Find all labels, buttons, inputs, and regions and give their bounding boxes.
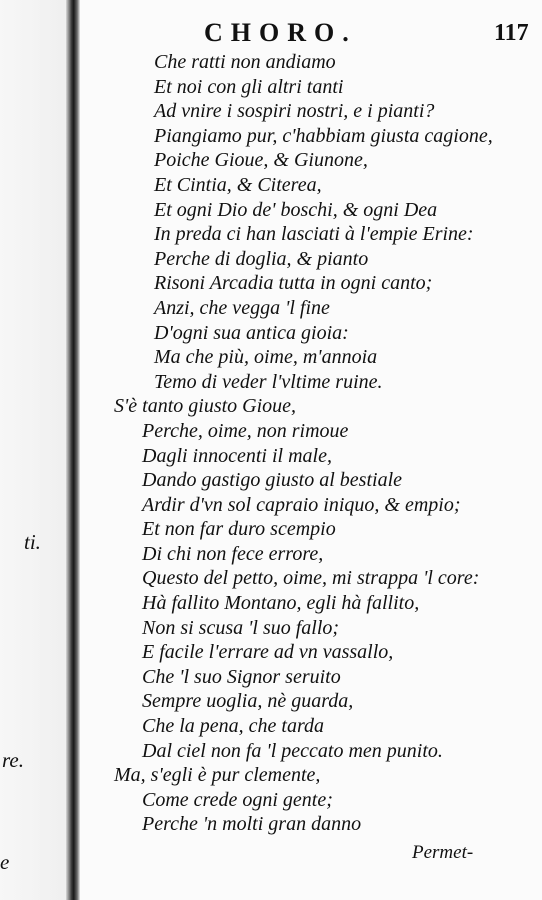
verse-line: Perche di doglia, & pianto: [154, 247, 369, 270]
left-fragment-1: ti.: [24, 530, 41, 554]
verse-line: Ma, s'egli è pur clemente,: [114, 764, 321, 787]
verse-line: Et noi con gli altri tanti: [154, 75, 344, 98]
verse-line: Dal ciel non fa 'l peccato men punito.: [142, 739, 443, 762]
verse-line: Et ogni Dio de' boschi, & ogni Dea: [154, 198, 438, 221]
verse-line: Che la pena, che tarda: [142, 715, 325, 738]
verse-line: D'ogni sua antica gioia:: [154, 321, 349, 344]
verse-line: Ardir d'vn sol capraio iniquo, & empio;: [142, 493, 461, 516]
catchword: Permet-: [412, 842, 474, 863]
running-head: CHORO.: [204, 18, 357, 47]
verse-line: Dagli innocenti il male,: [142, 444, 332, 467]
left-fragment-3: e: [0, 850, 10, 874]
verse-line: S'è tanto giusto Gioue,: [114, 395, 297, 418]
verse-line: Poiche Gioue, & Giunone,: [154, 149, 368, 172]
verse-line: In preda ci han lasciati à l'empie Erine:: [154, 223, 474, 246]
verse-line: Che ratti non andiamo: [154, 51, 336, 73]
verse-line: Come crede ogni gente;: [142, 788, 333, 811]
verse-line: Dando gastigo giusto al bestiale: [142, 469, 402, 492]
verse-line: Hà fallito Montano, egli hà fallito,: [142, 592, 420, 615]
verse-line: Risoni Arcadia tutta in ogni canto;: [154, 272, 433, 295]
facing-page-fragment: [0, 0, 72, 900]
page-number: 117: [494, 20, 529, 46]
verse-line: Ad vnire i sospiri nostri, e i pianti?: [154, 100, 435, 123]
verse-line: Sempre uoglia, nè guarda,: [142, 690, 354, 713]
verse-line: Temo di veder l'vltime ruine.: [154, 370, 383, 393]
verse-line: Non si scusa 'l suo fallo;: [142, 616, 340, 639]
page-header: [204, 18, 534, 50]
verse-line: Et non far duro scempio: [142, 518, 336, 541]
verse-line: Che 'l suo Signor seruito: [142, 665, 341, 688]
verse-line: Di chi non fece errore,: [142, 542, 324, 565]
verse-block: [80, 50, 542, 837]
verse-line: Questo del petto, oime, mi strappa 'l core:: [142, 567, 480, 590]
verse-line: Piangiamo pur, c'habbiam giusta cagione,: [154, 124, 493, 147]
book-gutter: [66, 0, 80, 900]
verse-line: E facile l'errare ad vn vassallo,: [142, 641, 394, 664]
right-page: [80, 0, 542, 900]
verse-line: Ma che più, oime, m'annoia: [154, 346, 378, 369]
verse-line: Et Cintia, & Citerea,: [154, 173, 322, 196]
verse-line: Anzi, che vegga 'l fine: [154, 296, 330, 319]
left-fragment-2: re.: [2, 748, 24, 772]
verse-line: Perche 'n molti gran danno: [142, 813, 362, 836]
verse-line: Perche, oime, non rimoue: [142, 419, 349, 442]
